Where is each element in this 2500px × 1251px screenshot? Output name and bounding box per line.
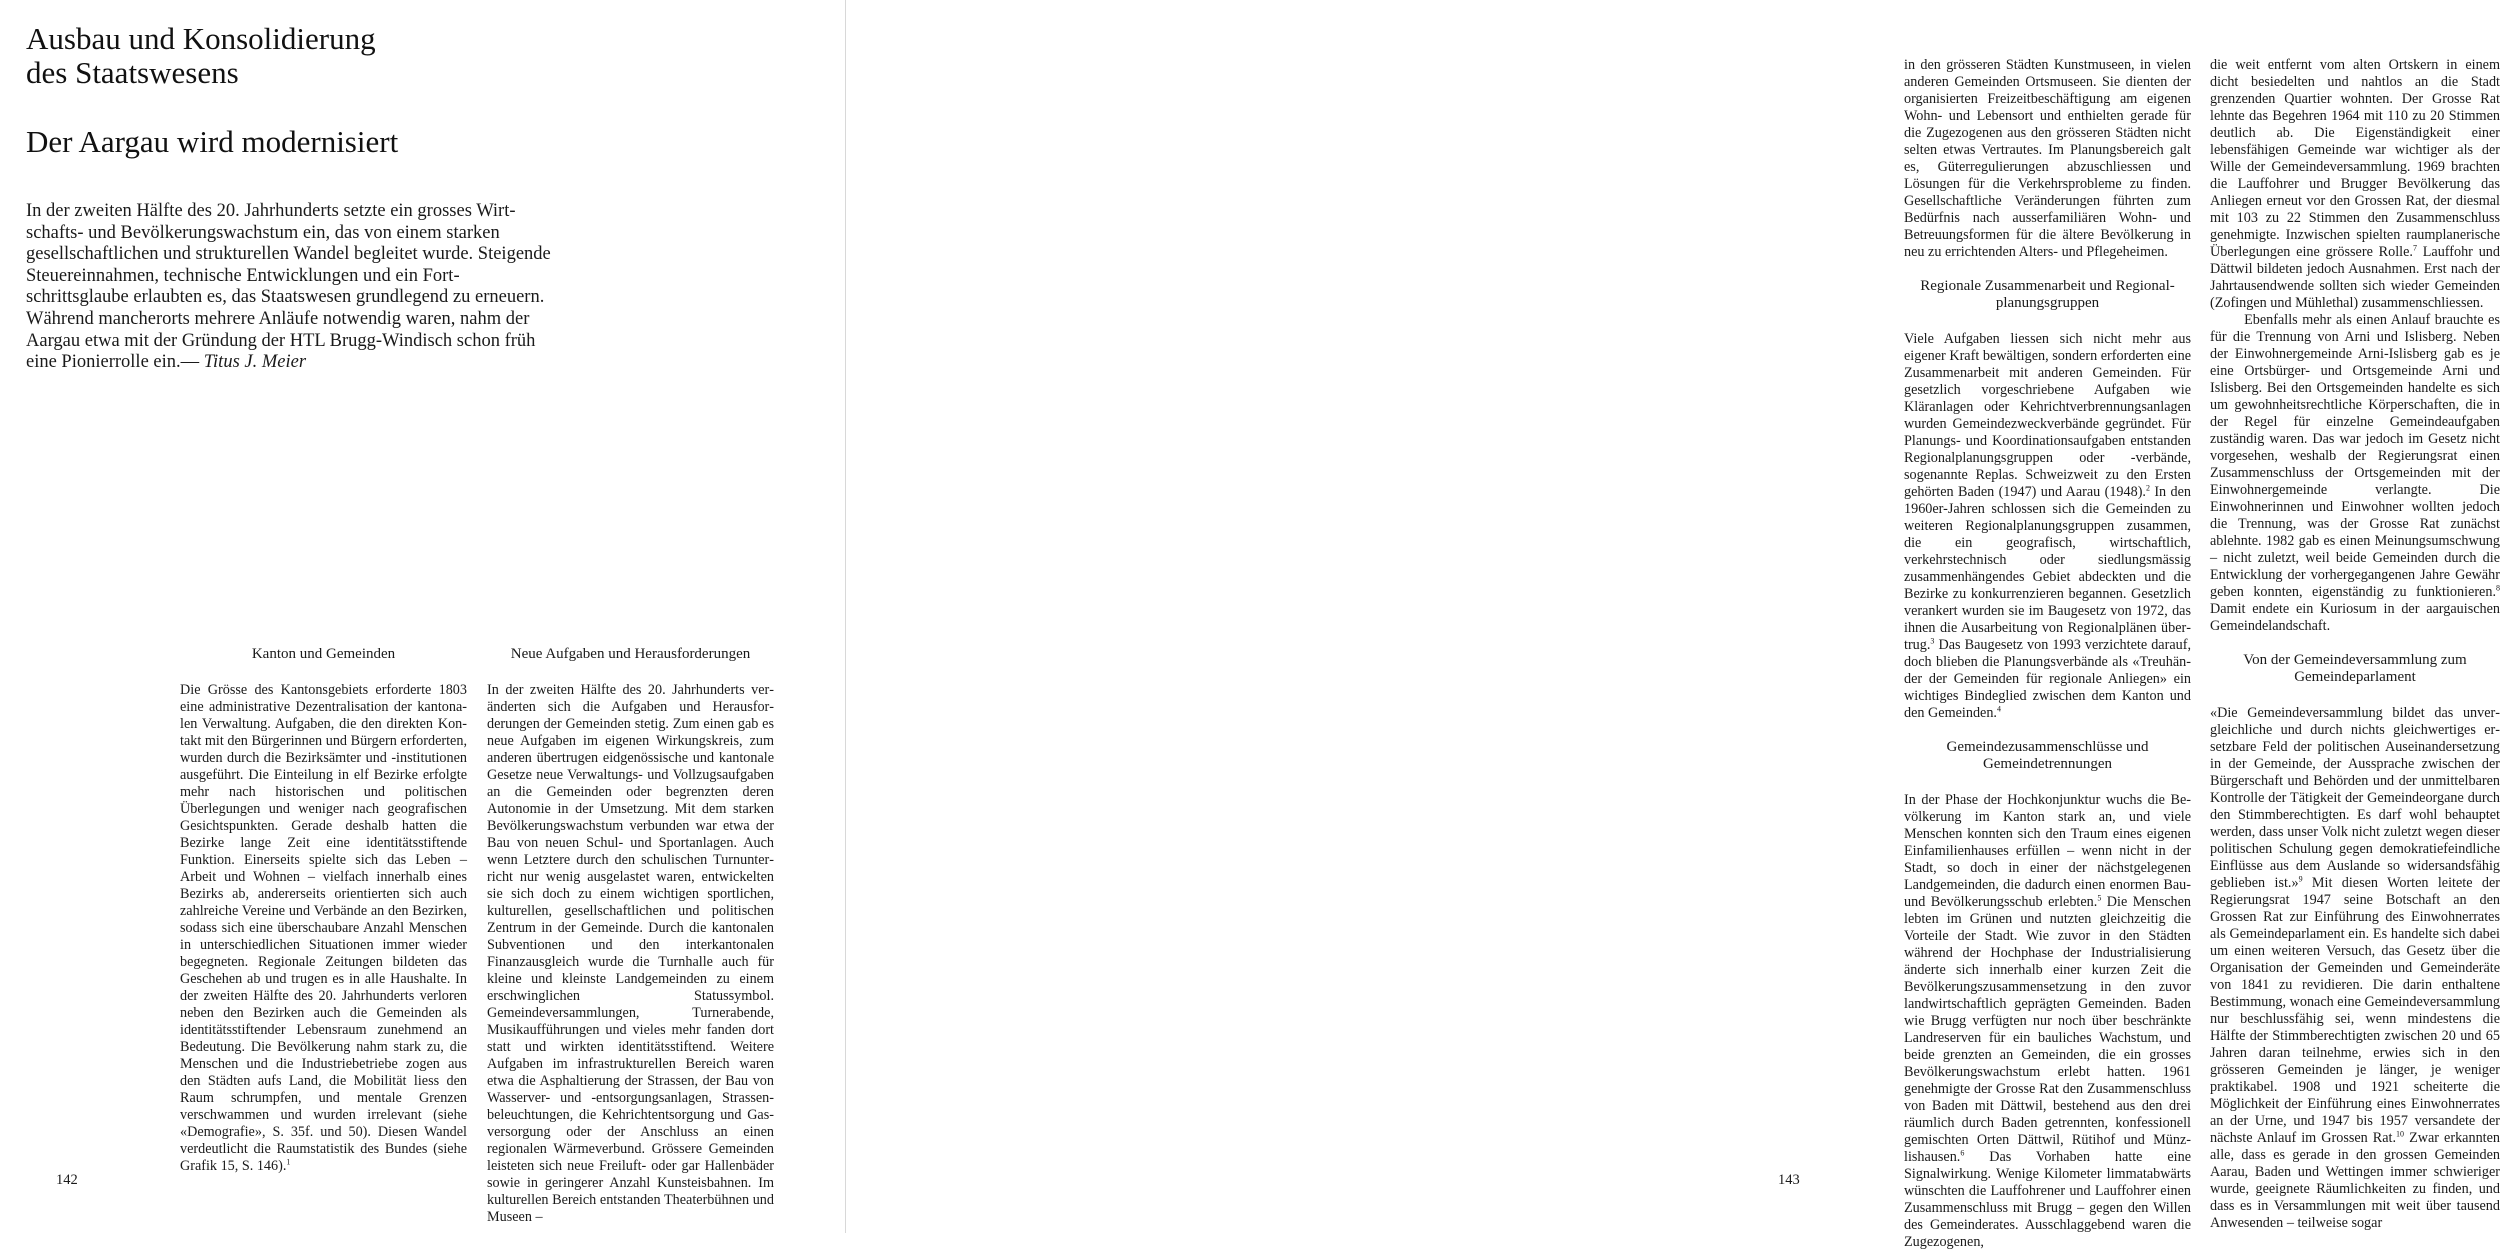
body-paragraph: In der zweiten Hälfte des 20. Jahrhunderts veränderten sich die Aufgaben und Herausforderungen der Gemeinden stetig. Zum einen gab es neue Aufgaben im eigenen Wirkungskreis, zum anderen übertrugen eidgenössische und kantonale Gesetze neue Verwaltungs- und Vollzugsaufgaben an die Gemeinden oder begrenzten deren Autonomie in der Umsetzung. Mit dem starken Bevölkerungswachstum verbunden war etwa der Bau von neuen Schul- und Sportanlagen. Auch wenn Letztere durch den schulischen Turnunterricht nur wenig ausgelastet waren, entwickelten sie sich doch zu einem wichtigen sportlichen, kulturellen, gesellschaftlichen und politischen Zentrum in der Gemeinde. Durch die kantonalen Subventionen und den interkantonalen Finanzausgleich wurde die Turnhalle auch für kleine und kleinste Landgemeinden zu einem erschwinglichen Statussymbol. Gemeindeversammlungen, Turnerabende, Musikaufführungen und vieles mehr fanden dort statt und wirkten identitätsstiftend. Weitere Aufgaben im infrastrukturellen Bereich waren etwa die Asphaltierung der Strassen, der Bau von Wasserver- und -entsorgungsanlagen, Strassenbeleuchtungen, die Kehrichtentsorgung und Gasversorgung oder der Anschluss an einen regionalen Wärmeverbund. Grössere Gemeinden leisteten sich neue Freiluft- oder gar Hallenbäder sowie in geringerer Anzahl Kunsteisbahnen. Im kulturellen Bereich entstanden Theaterbühnen und Museen – <box>487 682 774 1225</box>
body-paragraph <box>1904 792 2191 1251</box>
footnote-ref: 5 <box>2097 893 2102 903</box>
left-column-1 <box>180 646 467 1175</box>
body-text: Viele Aufgaben liessen sich nicht mehr aus eigener Kraft bewältigen, sondern erforderten eine Zusammenarbeit mit anderen Gemeinden. Für gesetzlich vorgeschriebene Aufgaben wie Kläranlagen oder Kehrichtverbrennungsanlagen wurden Gemeindezweckverbände gegründet. Für Planungs- und Koordinationsaufgaben entstanden Regionalplanungsgruppen oder -verbände, sogenannte Replas. Schweizweit zu den Ersten gehörten Baden (1947) und Aarau (1948). <box>1904 331 2191 500</box>
body-text: Die Menschen lebten im Grünen und nutzten gleichzeitig die Vorteile der Stadt. Wie zuvor in den Städten während der Hochphase der Industrialisierung änderte sich innerhalb einer kurzen Zeit die Bevölkerungszusammensetzung in den zuvor landwirtschaftlich geprägten Gemeinden. Baden wie Brugg verfügten nur noch über beschränkte Landreserven für ein bauliches Wachstum, und beide grenzten an Gemeinden, die ein grosses Bevölkerungswachstum erlebt hatten. 1961 genehmigte der Grosse Rat den Zusammenschluss von Baden mit Dättwil, bestehend aus den drei räumlich durch Baden getrennten, konfessionell gemischten Orten Dättwil, Rütihof und Münzlishausen. <box>1904 894 2191 1165</box>
footnote-ref: 8 <box>2496 583 2500 593</box>
right-page <box>846 0 2500 1250</box>
chapter-title <box>26 22 546 90</box>
right-column-1 <box>1904 57 2191 1251</box>
body-text: Das Vorhaben hatte eine Signalwirkung. Wenige Kilometer limmatabwärts wünschten die Lauffohrener und Lauffohrer einen Zusammenschluss mit Brugg – gegen den Willen des Gemeinderates. Ausschlaggebend waren die Zugezogenen, <box>1904 1149 2191 1250</box>
footnote-ref: 4 <box>1996 704 2001 714</box>
lead-author: Titus J. Meier <box>203 352 307 373</box>
body-paragraph <box>180 682 467 1175</box>
footnote-ref: 6 <box>1960 1148 1965 1158</box>
body-text: Die Grösse des Kantonsgebiets erforderte 1803 eine administrative Dezentralisation der kantonalen Verwaltung. Aufgaben, die den direkten Kontakt mit den Bürgerinnen und Bürgern erforderten, wurden durch die Bezirksämter und -institutionen ausgeführt. Die Einteilung in elf Bezirke erfolgte mehr nach historischen und politischen Überlegungen und weniger nach geografischen Gesichtspunkten. Gerade deshalb hatten die Bezirke lange Zeit eine identitätsstiftende Funktion. Einerseits spielte sich das Leben – Arbeit und Wohnen – vielfach innerhalb eines Bezirks ab, andererseits orientierten sich auch zahlreiche Vereine und Verbände an den Bezirken, sodass sich eine überschaubare Anzahl Menschen in unterschiedlichen Situationen immer wieder begegneten. Regionale Zeitungen bildeten das Geschehen ab und trugen es in alle Haushalte. In der zweiten Hälfte des 20. Jahrhunderts verloren neben den Bezirken auch die Gemeinden als identitätsstiftender Lebensraum zunehmend an Bedeutung. Die Bevölkerung nahm stark zu, die Menschen und die Industriebetriebe zogen aus den Städten aufs Land, die Mobilität liess den Raum schrumpfen, und mentale Grenzen verschwammen und wurden irrelevant (siehe «Demografie», S. 35f. und 50). Diesen Wandel verdeutlicht die Raumstatistik des Bundes (siehe Grafik 15, S. 146). <box>180 682 467 1174</box>
heading-neue-aufgaben: Neue Aufgaben und Herausforderungen <box>510 646 751 662</box>
body-text: Mit diesen Worten leitete der Regierungsrat 1947 seine Botschaft an den Grossen Rat zur Einführung des Einwohnerrates als Gemeindeparlament ein. Es handelte sich dabei um einen weiteren Versuch, das Gesetz über die Organisation der Gemeinden und Gemeinderäte von 1841 zu revidieren. Die darin enthaltene Bestimmung, wonach eine Gemeindeversammlung nur beschlussfähig sei, wenn mindestens die Hälfte der Stimmberechtigten zwischen 20 und 65 Jahren daran teilnehme, erwies sich in den grösseren Gemeinden je länger, je weniger praktikabel. 1908 und 1921 scheiterte die Möglichkeit der Einführung eines Einwohnerrates an der Urne, und 1947 bis 1957 versandete der nächste Anlauf im Grossen Rat. <box>2210 875 2500 1146</box>
left-page <box>0 0 845 1233</box>
footnote-ref: 1 <box>286 1157 291 1167</box>
body-text: Zwar erkannten alle, dass es gerade in den grossen Gemeinden Aarau, Baden und Wettingen immer schwieriger wurde, geeignete Räumlichkeiten zu finden, und dass es in Versammlungen mit weit über tausend Anwesenden – teilweise sogar <box>2210 1130 2500 1231</box>
body-text: In den 1960er-Jahren schlossen sich die Gemeinden zu weiteren Regionalplanungsgruppen zusammen, die ein geografisch, wirtschaftlich, verkehrstechnisch oder siedlungsmässig zusammenhängendes Gebiet abdeckten und die Bezirke zu konkurrenzieren begannen. Gesetzlich verankert wurden sie im Baugesetz von 1972, das ihnen die Ausarbeitung von Regionalplänen übertrug. <box>1904 484 2191 653</box>
body-text: In der Phase der Hochkonjunktur wuchs die Bevölkerung im Kanton stark an, und viele Menschen konnten sich den Traum eines eigenen Einfamilienhauses erfüllen – wenn nicht in der Stadt, so doch in einer der nächstgelegenen Landgemeinden, die dadurch einen enormen Bau- und Bevölkerungsschub erlebten. <box>1904 792 2191 910</box>
heading-gemeindeversammlung: Von der Gemeindeversammlung zum Gemeindeparlament <box>2243 652 2467 685</box>
lead-paragraph <box>26 201 556 374</box>
body-paragraph <box>1904 331 2191 722</box>
right-column-2 <box>2210 57 2500 1232</box>
body-paragraph <box>2210 312 2500 635</box>
heading-regionale-zusammenarbeit: Regionale Zusammenarbeit und Regionalplanungsgruppen <box>1920 278 2175 311</box>
body-text: die weit entfernt vom alten Ortskern in einem dicht besiedelten und nahtlos an die Stadt grenzenden Quartier wohnten. Der Grosse Rat lehnte das Begehren 1964 mit 110 zu 20 Stimmen deutlich ab. Die Eigenständigkeit einer lebensfähigen Gemeinde war wichtiger als der Wille der Gemeindeversammlung. 1969 brachten die Lauffohrer und Brugger Bevölkerung das Anliegen erneut vor den Grossen Rat, der diesmal mit 103 zu 22 Stimmen den Zusammenschluss genehmigte. Inzwischen spielten raumplanerische Überlegungen eine grössere Rolle. <box>2210 57 2500 260</box>
body-text: Das Baugesetz von 1993 verzichtete darauf, doch blieben die Planungsverbände als «Treuhänder der Gemeinden für regionale Anliegen» ein wichtiges Bindeglied zwischen dem Kanton und den Gemeinden. <box>1904 637 2191 721</box>
left-column-2 <box>487 646 774 1226</box>
footnote-ref: 2 <box>2145 483 2150 493</box>
chapter-title-line-2: des Staatswesens <box>26 55 239 90</box>
body-text: Damit endete ein Kuriosum in der aargauischen Gemeindelandschaft. <box>2210 601 2500 634</box>
body-text: «Die Gemeindeversammlung bildet das unvergleichliche und durch nichts gleichwertiges ersetzbare Feld der politischen Auseinandersetzung in der Gemeinde, der Aussprache zwischen der Bürgerschaft und Behörden und der unmittelbaren Kontrolle der Tätigkeit der Gemeindeorgane durch den Stimmberechtigten. Es darf wohl behauptet werden, dass unser Volk nicht zuletzt wegen dieser politischen Schulung gegen demokratiefeindliche Einflüsse aus dem Auslande so widersandsfähig geblieben ist.» <box>2210 705 2500 891</box>
footnote-ref: 10 <box>2396 1129 2405 1139</box>
body-paragraph <box>2210 57 2500 312</box>
footnote-ref: 7 <box>2412 243 2417 253</box>
heading-gemeindezusammenschluesse: Gemeindezusammenschlüsse und Gemeindetrennungen <box>1946 739 2149 772</box>
body-text: Lauffohr und Dättwil bildeten jedoch Ausnahmen. Erst nach der Jahrtausendwende sollten sich wieder Gemeinden (Zofingen und Mühlethal) zusammenschliessen. <box>2210 244 2500 311</box>
body-paragraph: in den grösseren Städten Kunstmuseen, in vielen anderen Gemeinden Ortsmuseen. Sie dienten der organisierten Freizeitbeschäftigung am eigenen Wohn- und Lebensort und enthielten gerade für die Zugezogenen aus den grösseren Städten nicht selten etwas Vertrautes. Im Planungsbereich galt es, Güterregulierungen abzuschliessen und Lösungen für die Verkehrsprobleme zu finden. Gesellschaftliche Veränderungen führten zum Bedürfnis nach ausserfamiliären Wohn- und Betreuungsformen für die ältere Bevölkerung in neu zu errichtenden Alters- und Pflegeheimen. <box>1904 57 2191 260</box>
heading-kanton-und-gemeinden: Kanton und Gemeinden <box>251 646 396 662</box>
footnote-ref: 3 <box>1930 636 1935 646</box>
page-number-left: 142 <box>56 1172 78 1188</box>
footnote-ref: 9 <box>2298 874 2303 884</box>
body-text: Ebenfalls mehr als einen Anlauf brauchte es für die Trennung von Arni und Islisberg. Neben der Einwohnergemeinde Arni-Islisberg gab es je eine Ortsbürger- und Ortsgemeinde Arni und Islisberg. Bei den Ortsgemeinden handelte es sich um gewohnheitsrechtliche Körperschaften, die in der Regel für einzelne Gemeindeaufgaben zuständig waren. Das war jedoch im Gesetz nicht vorgesehen, weshalb der Regierungsrat einen Zusammenschluss der Ortsgemeinden mit der Einwohnergemeinde verlangte. Die Einwohnerinnen und Einwohner wollten jedoch die Trennung, was der Grosse Rat zunächst ablehnte. 1982 gab es einen Meinungsumschwung – nicht zuletzt, weil beide Gemeinden durch die Entwicklung der vorhergegangenen Jahre Gewähr geben konnten, eigenständig zu funktionieren. <box>2210 312 2500 600</box>
chapter-title-line-1: Ausbau und Konsolidierung <box>26 21 376 56</box>
page-number-right: 143 <box>1778 1172 1800 1188</box>
section-title: Der Aargau wird modernisiert <box>26 124 399 159</box>
body-paragraph <box>2210 705 2500 1232</box>
lead-text: In der zweiten Hälfte des 20. Jahrhunderts setzte ein grosses Wirtschafts- und Bevölkerungswachstum ein, das von einem starken gesellschaftlichen und strukturellen Wandel begleitet wurde. Steigende Steuereinnahmen, technische Entwicklungen und ein Fortschrittsglaube erlaubten es, das Staatswesen grundlegend zu erneuern. Während mancherorts mehrere Anläufe notwendig waren, nahm der Aargau etwa mit der Gründung der HTL Brugg-Windisch schon früh eine Pionierrolle ein.— <box>26 201 551 373</box>
